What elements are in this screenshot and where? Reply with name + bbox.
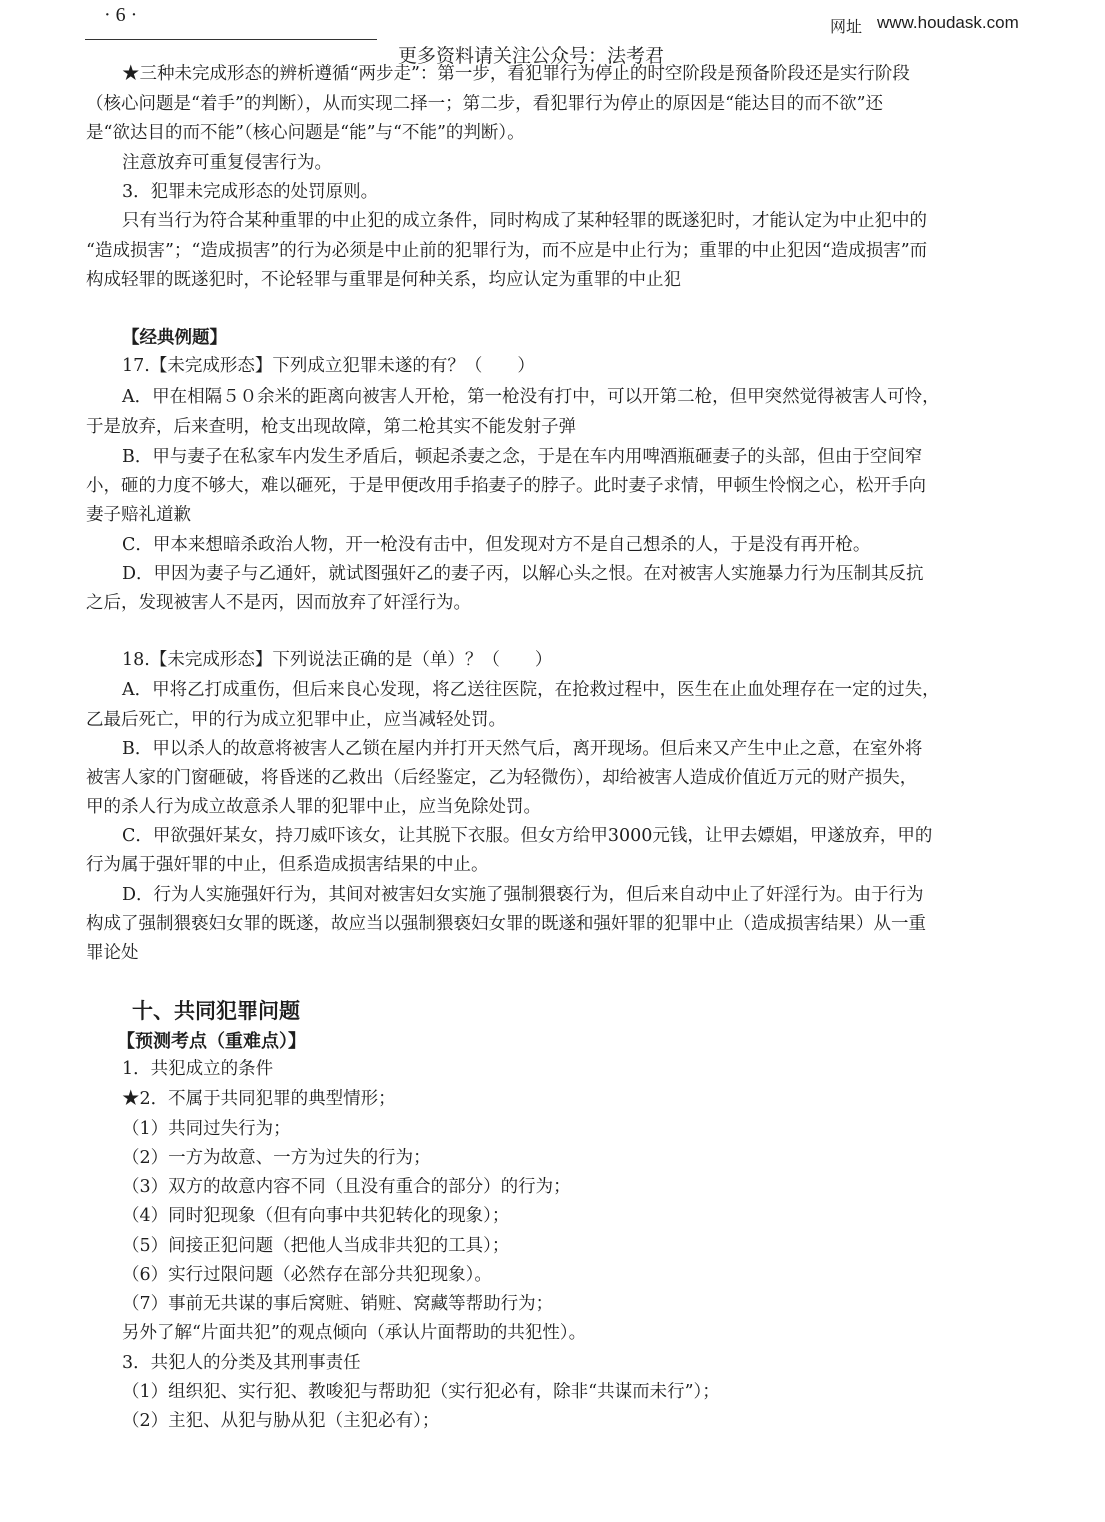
header-rule <box>85 39 377 40</box>
q18-option-b-cont: 甲的杀人行为成立故意杀人罪的犯罪中止，应当免除处罚。 <box>86 797 541 817</box>
q17-option-b: B．甲与妻子在私家车内发生矛盾后，顿起杀妻之念，于是在车内用啤酒瓶砸妻子的头部，但由于空间窄 <box>122 447 923 467</box>
star-paragraph-line: （核心问题是“着手”的判断），从而实现二择一；第二步，看犯罪行为停止的原因是“能达目的而不欲”还 <box>86 94 884 114</box>
site-url[interactable]: www.houdask.com <box>877 13 1019 32</box>
extra-note: 另外了解“片面共犯”的观点倾向（承认片面帮助的共犯性）。 <box>122 1323 587 1343</box>
page-number: · 6 · <box>104 4 138 26</box>
section-title: 十、共同犯罪问题 <box>132 998 300 1023</box>
q17-stem: 17.【未完成形态】下列成立犯罪未遂的有？（ ） <box>122 356 535 376</box>
q17-option-b-cont: 小，砸的力度不够大，难以砸死，于是甲便改用手掐妻子的脖子。此时妻子求情，甲顿生怜悯之心，松开手向 <box>86 476 926 496</box>
q17-option-d: D．甲因为妻子与乙通奸，就试图强奸乙的妻子丙，以解心头之恨。在对被害人实施暴力行为压制其反抗 <box>122 564 924 584</box>
q17-option-c: C．甲本来想暗杀政治人物，开一枪没有击中，但发现对方不是自己想杀的人，于是没有再开枪。 <box>122 535 871 555</box>
list-item: 3．共犯人的分类及其刑事责任 <box>122 1353 361 1373</box>
q18-option-b-cont: 被害人家的门窗砸破，将昏迷的乙救出（后经鉴定，乙为轻微伤），却给被害人造成价值近万元的财产损失， <box>86 768 918 788</box>
sub-list-item: （1）共同过失行为； <box>122 1119 291 1139</box>
star-paragraph-line: 是“欲达目的而不能”（核心问题是“能”与“不能”的判断）。 <box>86 123 525 143</box>
principle-line: 构成轻罪的既遂犯时，不论轻罪与重罪是何种关系，均应认定为重罪的中止犯 <box>86 270 681 290</box>
star-paragraph-line: ★三种未完成形态的辨析遵循“两步走”：第一步，看犯罪行为停止的时空阶段是预备阶段还是实行阶段 <box>122 64 910 84</box>
sub-list-item: （3）双方的故意内容不同（且没有重合的部分）的行为； <box>122 1177 571 1197</box>
forecast-heading: 【预测考点（重难点）】 <box>117 1031 306 1052</box>
sub-list-item: （1）组织犯、实行犯、教唆犯与帮助犯（实行犯必有，除非“共谋而未行”）； <box>122 1382 720 1402</box>
note-line: 注意放弃可重复侵害行为。 <box>122 153 332 173</box>
q17-option-d-cont: 之后，发现被害人不是丙，因而放弃了奸淫行为。 <box>86 593 471 613</box>
sub-list-item: （6）实行过限问题（必然存在部分共犯现象）。 <box>122 1265 492 1285</box>
q18-option-d-cont: 构成了强制猥亵妇女罪的既遂，故应当以强制猥亵妇女罪的既遂和强奸罪的犯罪中止（造成损害结果）从一重 <box>86 914 926 934</box>
principle-line: “造成损害”；“造成损害”的行为必须是中止前的犯罪行为，而不应是中止行为；重罪的中止犯因“造成损害”而 <box>86 241 928 261</box>
q18-option-b: B．甲以杀人的故意将被害人乙锁在屋内并打开天然气后，离开现场。但后来又产生中止之意，在室外将 <box>122 739 923 759</box>
examples-heading: 【经典例题】 <box>122 328 227 348</box>
q18-option-a-cont: 乙最后死亡，甲的行为成立犯罪中止，应当减轻处罚。 <box>86 710 506 730</box>
q18-option-d: D．行为人实施强奸行为，其间对被害妇女实施了强制猥亵行为，但后来自动中止了奸淫行为。由于行为 <box>122 885 924 905</box>
q17-option-a-cont: 于是放弃，后来查明，枪支出现故障，第二枪其实不能发射子弹 <box>86 417 576 437</box>
principle-title: 3．犯罪未完成形态的处罚原则。 <box>122 182 379 202</box>
promo-line: 更多资料请关注公众号：法考君 <box>398 45 665 67</box>
sub-list-item: （2）一方为故意、一方为过失的行为； <box>122 1148 431 1168</box>
sub-list-item: （4）同时犯现象（但有向事中共犯转化的现象）； <box>122 1206 510 1226</box>
q17-option-a: A．甲在相隔５０余米的距离向被害人开枪，第一枪没有打中，可以开第二枪，但甲突然觉得被害人可怜， <box>122 387 940 407</box>
q18-option-d-cont: 罪论处 <box>86 943 139 963</box>
principle-line: 只有当行为符合某种重罪的中止犯的成立条件，同时构成了某种轻罪的既遂犯时，才能认定为中止犯中的 <box>122 211 927 231</box>
q18-option-c-cont: 行为属于强奸罪的中止，但系造成损害结果的中止。 <box>86 855 489 875</box>
q18-option-c: C．甲欲强奸某女，持刀威吓该女，让其脱下衣服。但女方给甲3000元钱，让甲去嫖娼，甲遂放弃，甲的 <box>122 826 933 846</box>
q17-option-b-cont: 妻子赔礼道歉 <box>86 505 191 525</box>
site-label: 网址 <box>830 17 863 36</box>
sub-list-item: （7）事前无共谋的事后窝赃、销赃、窝藏等帮助行为； <box>122 1294 554 1314</box>
sub-list-item: （2）主犯、从犯与胁从犯（主犯必有）； <box>122 1411 440 1431</box>
q18-stem: 18.【未完成形态】下列说法正确的是（单）？（ ） <box>122 650 553 670</box>
sub-list-item: （5）间接正犯问题（把他人当成非共犯的工具）； <box>122 1236 510 1256</box>
q18-option-a: A．甲将乙打成重伤，但后来良心发现，将乙送往医院，在抢救过程中，医生在止血处理存在一定的过失， <box>122 680 940 700</box>
list-item: 1．共犯成立的条件 <box>122 1059 274 1079</box>
list-item: ★2．不属于共同犯罪的典型情形； <box>122 1089 396 1109</box>
